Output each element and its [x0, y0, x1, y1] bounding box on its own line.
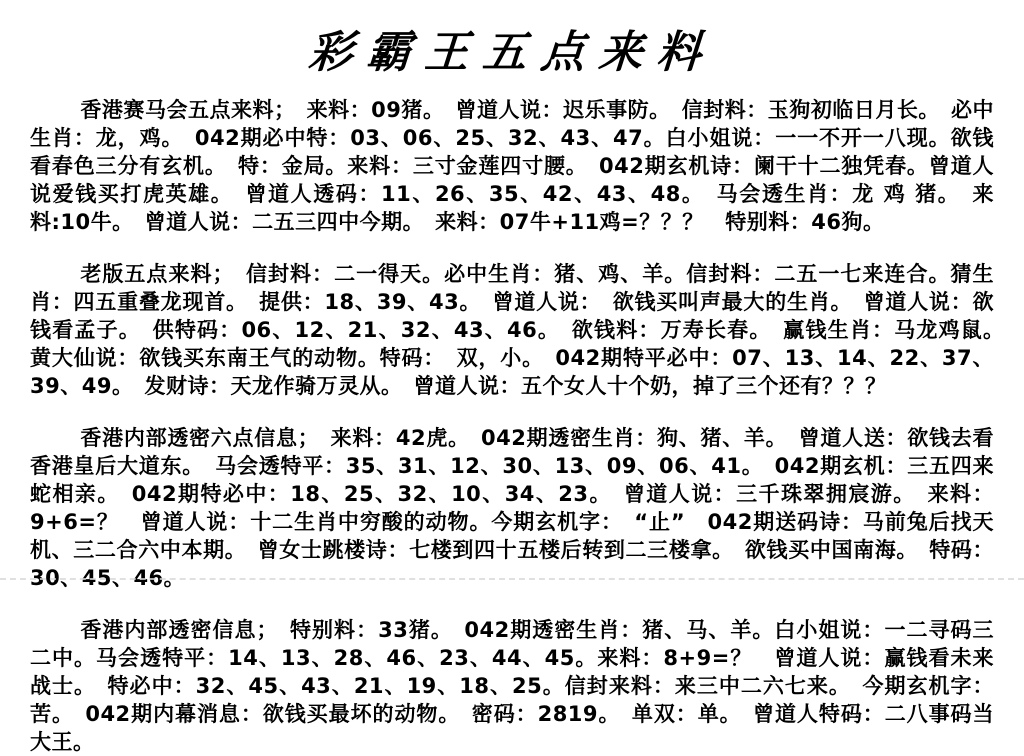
paragraph-jockey-club-five-point: 香港赛马会五点来料； 来料：09猪。 曾道人说：迟乐事防。 信封料：玉狗初临日月长。 必中生肖：龙，鸡。 042期必中特：03、06、25、32、43、47。白小姐说：一一不开一八现。欲钱看春色三分有玄机。 特：金局。来料：三寸金莲四寸腰。 042期玄机诗：阑干十二独凭春。曾道人说爱钱买打虎英雄。 曾道人透码：11、26、35、42、43、48。 马会透生肖：龙 鸡 猪。 来料:10牛。 曾道人说：二五三四中今期。 来料：07牛+11鸡=？？？ 特别料：46狗。	[30, 98, 994, 234]
paragraph-old-version-five-point: 老版五点来料； 信封料：二一得天。必中生肖：猪、鸡、羊。信封料：二五一七来连合。猜生肖：四五重叠龙现首。 提供：18、39、43。 曾道人说： 欲钱买叫声最大的生肖。 曾道人说：欲钱看孟子。 供特码：06、12、21、32、43、46。 欲钱料：万寿长春。 赢钱生肖：马龙鸡鼠。 黄大仙说：欲钱买东南王气的动物。特码： 双，小。 042期特平必中：07、13、14、22、37、39、49。 发财诗：天龙作骑万灵从。 曾道人说：五个女人十个奶，掉了三个还有？？？	[30, 262, 1016, 398]
perforation-dashed-line	[0, 578, 1024, 580]
page-title: 彩霸王五点来料	[306, 27, 717, 78]
paragraph-internal-secret-info: 香港内部透密信息； 特别料：33猪。 042期透密生肖：猪、马、羊。白小姐说：一二寻码三二中。马会透特平：14、13、28、46、23、44、45。来料：8+9=？ 曾道人说：赢钱看未来战士。 特必中：32、45、43、21、19、18、25。信封来料：来三中二六七来。 今期玄机字：苦。 042期内幕消息：欲钱买最坏的动物。 密码：2819。 单双：单。 曾道人特码：二八事码当大王。	[30, 618, 994, 754]
paragraph-internal-six-point-info: 香港内部透密六点信息； 来料：42虎。 042期透密生肖：狗、猪、羊。 曾道人送：欲钱去看香港皇后大道东。 马会透特平：35、31、12、30、13、09、06、41。 042期玄机：三五四来蛇相亲。 042期特必中：18、25、32、10、34、23。 曾道人说：三千珠翠拥宸游。 来料：9+6=？ 曾道人说：十二生肖中穷酸的动物。今期玄机字： “止” 042期送码诗：马前兔后找天机、三二合六中本期。 曾女士跳楼诗：七楼到四十五楼后转到二三楼拿。 欲钱买中国南海。 特码：30、45、46。	[30, 426, 994, 590]
